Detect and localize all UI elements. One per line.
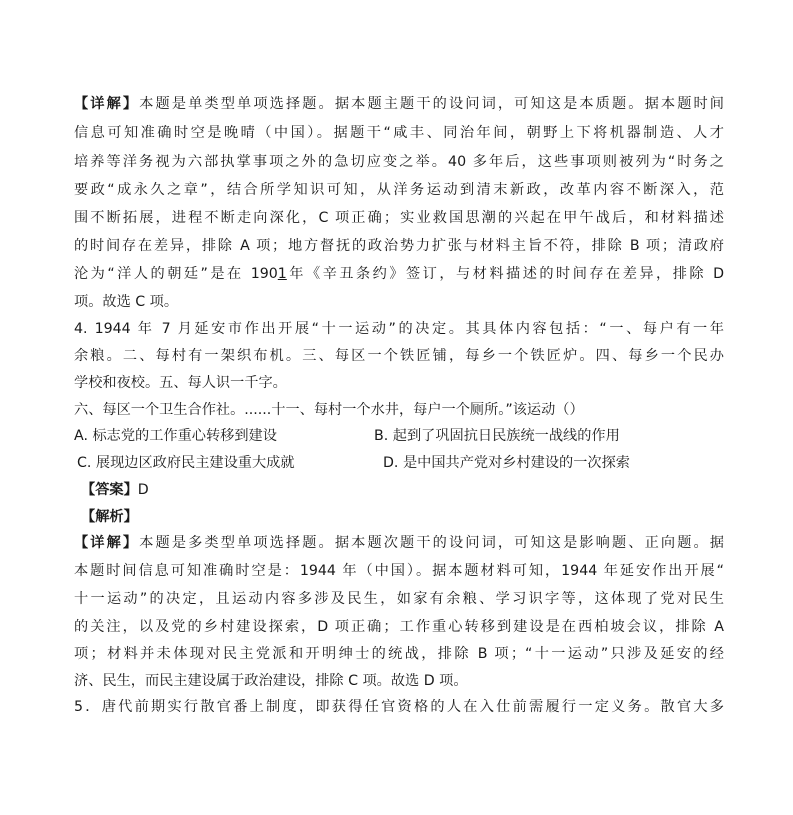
explanation-line-2: 信息可知准确时空是晚晴（中国）。据题干“咸丰、同治年间，朝野上下将机器制造、人才 — [74, 125, 724, 141]
explanation-line-1: 【详解】本题是单类型单项选择题。据本题主题干的设问词，可知这是本质题。据本题时间 — [74, 96, 724, 112]
explanation2-line-3: 十一运动”的决定，且运动内容多涉及民生，如家有余粮、学习识字等，这体现了党对民生 — [74, 591, 724, 607]
explanation2-line-1: 【详解】本题是多类型单项选择题。据本题次题干的设问词，可知这是影响题、正向题。据 — [74, 535, 724, 551]
option-d: D. 是中国共产党对乡村建设的一次探索 — [383, 455, 630, 471]
option-b: B. 起到了巩固抗日民族统一战线的作用 — [374, 428, 620, 444]
answer-line — [81, 480, 149, 500]
explanation2-line-6: 济、民生，而民主建设属于政治建设，排除 C 项。故选 D 项。 — [74, 673, 468, 689]
explanation-line-8: 项。故选 C 项。 — [74, 294, 179, 310]
question-4-line-3: 学校和夜校。五、每人识一千字。 — [74, 375, 287, 391]
answer-value: D — [137, 482, 149, 498]
answer-tag: 【答案】 — [81, 482, 138, 498]
question-4-line-4: 六、每区一个卫生合作社。......十一、每村一个水井，每户一个厕所。”该运动（） — [74, 402, 584, 418]
explanation2-line-4: 的关注，以及党的乡村建设探索，D 项正确；工作重心转移到建设是在西柏坡会议，排除 A — [74, 619, 724, 635]
analysis-tag: 【解析】 — [81, 509, 138, 525]
underlined-digit: 1 — [277, 266, 287, 282]
detail-tag-2: 【详解】 — [74, 535, 140, 551]
explanation-line-3: 培养等洋务视为六部执掌事项之外的急切应变之举。40 多年后，这些事项则被列为“时务之 — [74, 154, 724, 170]
option-a: A. 标志党的工作重心转移到建设 — [74, 428, 277, 444]
explanation-line-7: 沦为“洋人的朝廷”是在 1901年《辛丑条约》签订，与材料描述的时间存在差异，排除 D — [74, 266, 724, 282]
explanation2-line-5: 项；材料并未体现对民主党派和开明绅士的统战，排除 B 项；“十一运动”只涉及延安的经 — [74, 646, 724, 662]
question-4-line-1: 4. 1944 年 7 月延安市作出开展“十一运动”的决定。其具体内容包括：“一、每户有一年 — [74, 321, 724, 337]
option-c: C. 展现边区政府民主建设重大成就 — [77, 455, 295, 471]
explanation-line-6: 的时间存在差异，排除 A 项；地方督抚的政治势力扩张与材料主旨不符，排除 B 项；清政府 — [74, 238, 724, 254]
question-5-line-1: 5．唐代前期实行散官番上制度，即获得任官资格的人在入仕前需履行一定义务。散官大多 — [74, 699, 724, 715]
explanation-line-5: 围不断拓展，进程不断走向深化，C 项正确；实业救国思潮的兴起在甲午战后，和材料描述 — [74, 210, 724, 226]
explanation2-line-2: 本题时间信息可知准确时空是：1944 年（中国）。据本题材料可知，1944 年延安作出开展“ — [74, 563, 724, 579]
detail-tag: 【详解】 — [74, 96, 140, 112]
explanation-line-4: 要政“成永久之章”，结合所学知识可知，从洋务运动到清末新政，改革内容不断深入，范 — [74, 182, 724, 198]
question-4-line-2: 余粮。二、每村有一架织布机。三、每区一个铁匠铺，每乡一个铁匠炉。四、每乡一个民办 — [74, 348, 724, 364]
